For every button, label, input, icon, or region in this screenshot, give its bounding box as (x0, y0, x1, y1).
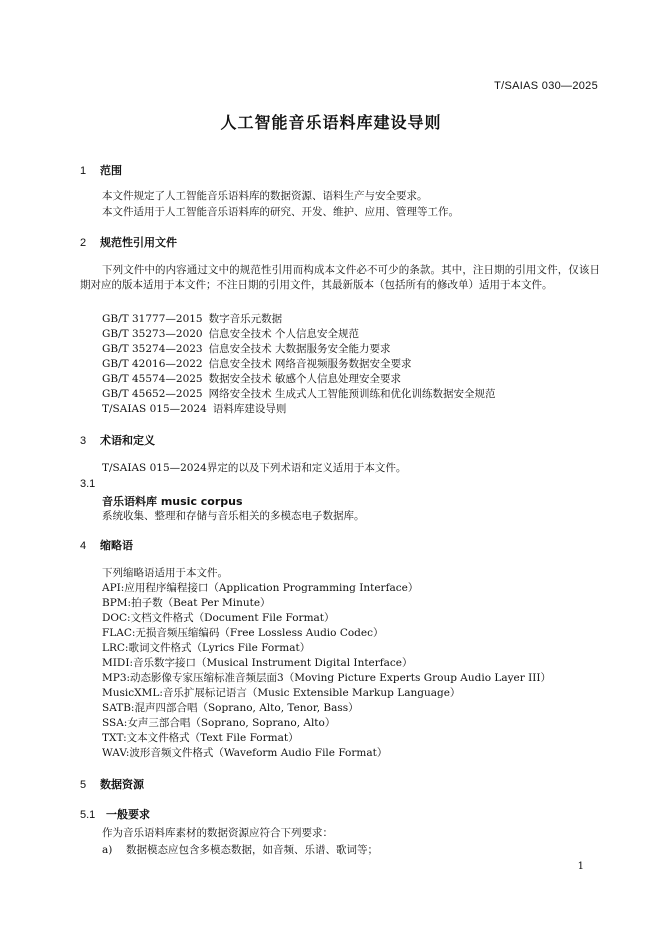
section-2-number: 2 (80, 237, 87, 249)
reference-item: GB/T 42016—2022 信息安全技术 网络音视频服务数据安全要求 (102, 358, 412, 370)
section-2-heading (80, 234, 177, 250)
abbreviation-item: FLAC:无损音频压缩编码（Free Lossless Audio Codec） (102, 627, 384, 639)
section-1-heading (80, 162, 122, 178)
section-4-title: 缩略语 (100, 539, 133, 552)
abbreviation-item: WAV:波形音频文件格式（Waveform Audio File Format） (102, 747, 388, 759)
clause-3-1-number: 3.1 (80, 478, 96, 490)
abbreviation-item: BPM:拍子数（Beat Per Minute） (102, 597, 271, 609)
section-4-number: 4 (80, 540, 87, 552)
abbreviation-item: MP3:动态影像专家压缩标准音频层面3（Moving Picture Experts Group Audio Layer III） (102, 672, 552, 684)
abbreviation-item: MusicXML:音乐扩展标记语言（Music Extensible Markup Language） (102, 687, 461, 699)
reference-item: GB/T 45574—2025 数据安全技术 敏感个人信息处理安全要求 (102, 373, 401, 385)
abbreviation-item: TXT:文本文件格式（Text File Format） (102, 732, 299, 744)
section-5-heading (80, 776, 144, 792)
document-code: T/SAIAS 030—2025 (494, 80, 598, 92)
section-3-number: 3 (80, 435, 87, 447)
section-4-heading (80, 537, 133, 553)
abbreviation-item: MIDI:音乐数字接口（Musical Instrument Digital Interface） (102, 657, 413, 669)
abbreviation-item: DOC:文档文件格式（Document File Format） (102, 612, 335, 624)
list-item-a-label: a) (102, 844, 113, 856)
normative-references-list (102, 312, 495, 417)
reference-item: T/SAIAS 015—2024 语料库建设导则 (102, 403, 287, 415)
reference-item: GB/T 31777—2015 数字音乐元数据 (102, 313, 283, 325)
section-3-title: 术语和定义 (100, 434, 155, 447)
section-5-title: 数据资源 (100, 778, 144, 791)
term-music-corpus: 音乐语料库 music corpus (102, 495, 243, 508)
section-1-title: 范围 (100, 164, 122, 177)
section-2-title: 规范性引用文件 (100, 236, 177, 249)
reference-item: GB/T 35273—2020 信息安全技术 个人信息安全规范 (102, 328, 359, 340)
page-number: 1 (577, 861, 584, 872)
abbreviation-item: API:应用程序编程接口（Application Programming Interface） (102, 582, 419, 594)
clause-5-1-heading (80, 806, 150, 822)
abbreviations-intro: 下列缩略语适用于本文件。 (102, 567, 228, 579)
document-title: 人工智能音乐语料库建设导则 (220, 113, 442, 132)
reference-item: GB/T 45652—2025 网络安全技术 生成式人工智能预训练和优化训练数据安全规范 (102, 388, 496, 400)
section-3-heading (80, 432, 155, 448)
clause-5-1-title: 一般要求 (106, 808, 150, 821)
abbreviation-item: SATB:混声四部合唱（Soprano, Alto, Tenor, Bass） (102, 702, 359, 714)
section-1-number: 1 (80, 165, 87, 177)
term-definition: 系统收集、整理和存储与音乐相关的多模态电子数据库。 (102, 510, 365, 522)
abbreviation-item: LRC:歌词文件格式（Lyrics File Format） (102, 642, 311, 654)
section-5-intro: 作为音乐语料库素材的数据资源应符合下列要求： (102, 827, 333, 839)
abbreviations-list (102, 566, 551, 761)
clause-5-1-number: 5.1 (80, 809, 96, 821)
section-1-para-2: 本文件适用于人工智能音乐语料库的研究、开发、维护、应用、管理等工作。 (102, 206, 459, 218)
reference-item: GB/T 35274—2023 信息安全技术 大数据服务安全能力要求 (102, 343, 391, 355)
section-3-intro: T/SAIAS 015—2024界定的以及下列术语和定义适用于本文件。 (102, 462, 407, 474)
section-1-para-1: 本文件规定了人工智能音乐语料库的数据资源、语料生产与安全要求。 (102, 190, 428, 202)
list-item-a-text: 数据模态应包含多模态数据，如音频、乐谱、歌词等； (126, 844, 378, 856)
section-5-number: 5 (80, 779, 87, 791)
section-2-intro: 下列文件中的内容通过文中的规范性引用而构成本文件必不可少的条款。其中，注日期的引用文件，仅该日期对应的版本适用于本文件；不注日期的引用文件，其最新版本（包括所有的修改单）适用于本文件。 (80, 264, 600, 291)
list-item-a (102, 842, 378, 857)
abbreviation-item: SSA:女声三部合唱（Soprano, Soprano, Alto） (102, 717, 336, 729)
